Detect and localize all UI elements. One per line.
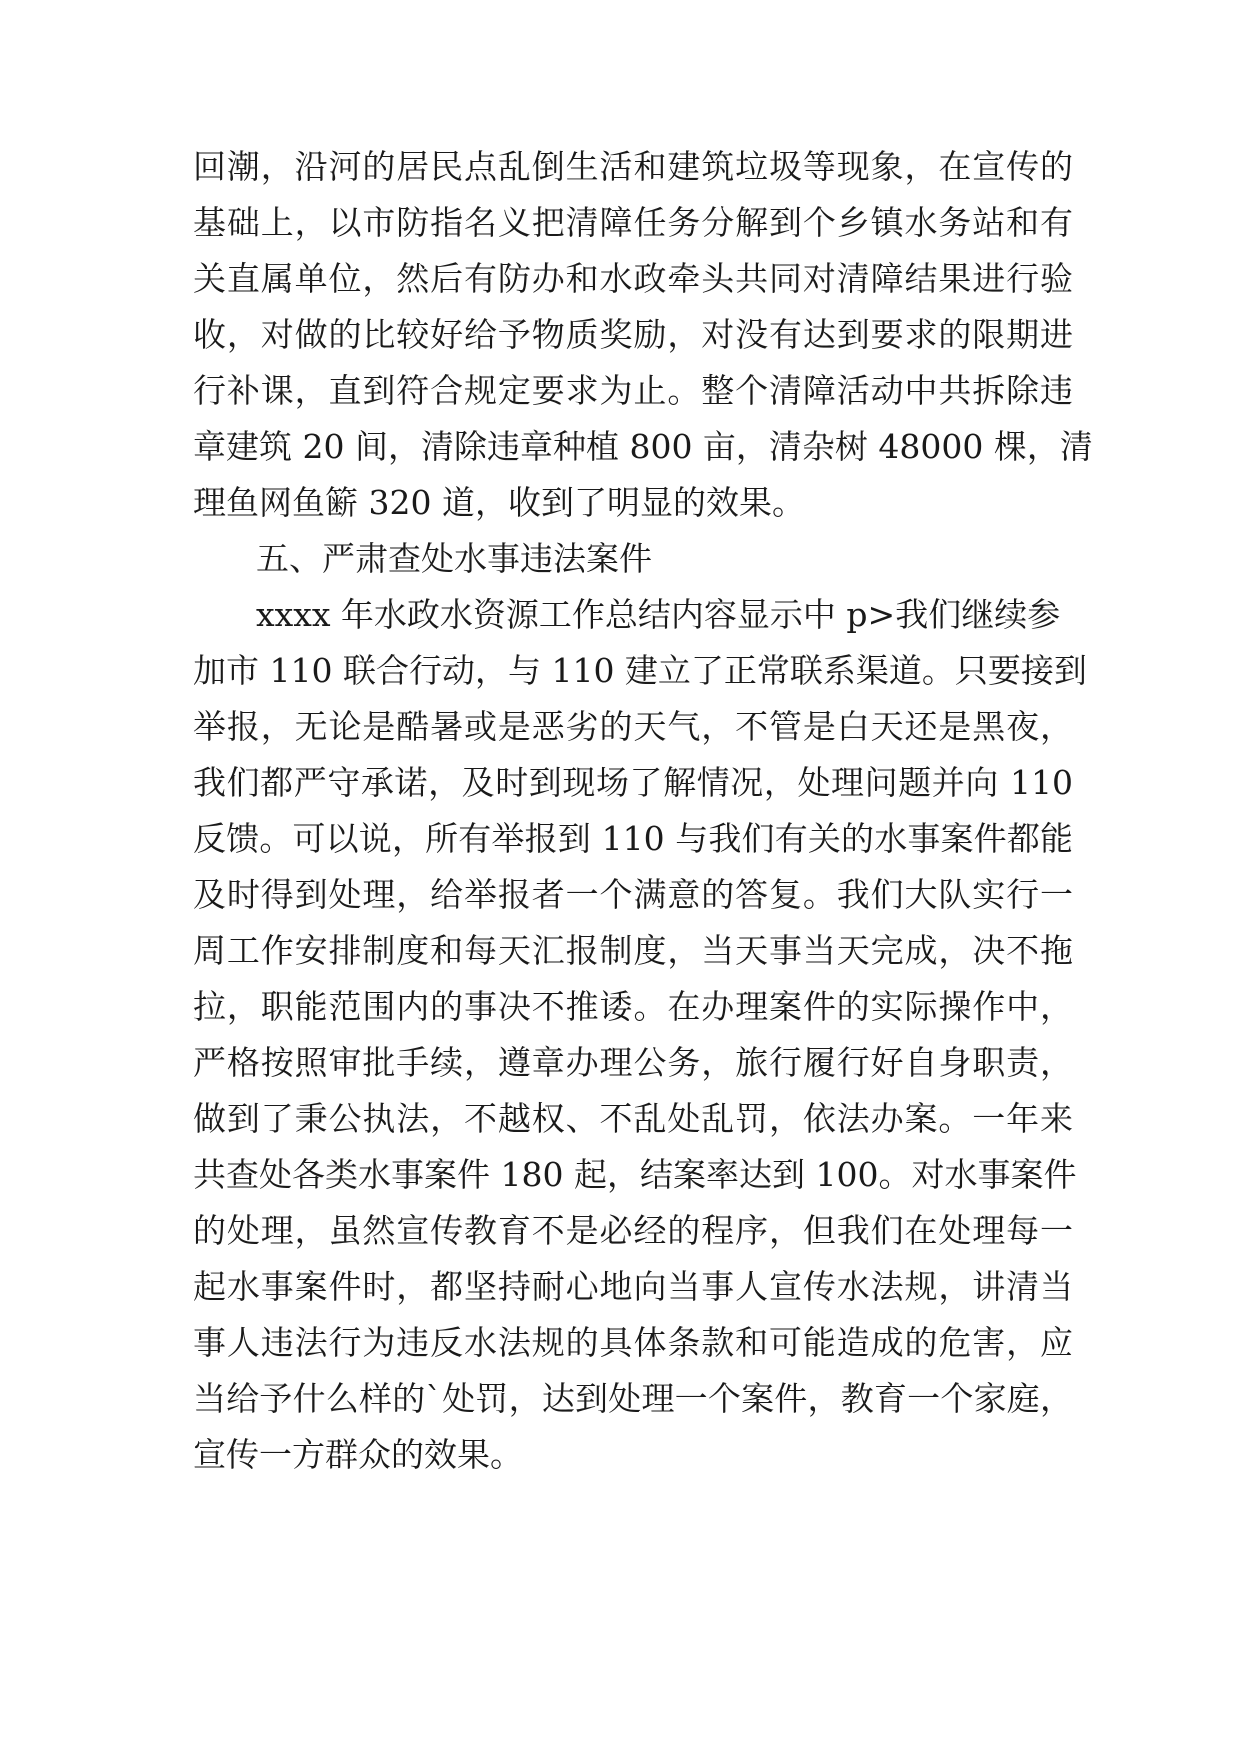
body-text-line: 行补课，直到符合规定要求为止。整个清障活动中共拆除违: [193, 371, 1073, 410]
body-text-line: 回潮，沿河的居民点乱倒生活和建筑垃圾等现象，在宣传的: [193, 147, 1073, 186]
body-text-line: 事人违法行为违反水法规的具体条款和可能造成的危害，应: [193, 1323, 1073, 1362]
body-text-line: 反馈。可以说，所有举报到 110 与我们有关的水事案件都能: [193, 819, 1073, 858]
body-text-line: 起水事案件时，都坚持耐心地向当事人宣传水法规，讲清当: [193, 1267, 1073, 1306]
body-text-line: 举报，无论是酷暑或是恶劣的天气，不管是白天还是黑夜，: [193, 707, 1073, 746]
body-text-line: 及时得到处理，给举报者一个满意的答复。我们大队实行一: [193, 875, 1073, 914]
body-text-line: 关直属单位，然后有防办和水政牵头共同对清障结果进行验: [193, 259, 1073, 298]
body-text-line: 收，对做的比较好给予物质奖励，对没有达到要求的限期进: [193, 315, 1073, 354]
body-text-line: 理鱼网鱼簖 320 道，收到了明显的效果。: [193, 483, 805, 522]
body-text-line: 章建筑 20 间，清除违章种植 800 亩，清杂树 48000 棵，清: [193, 427, 1093, 466]
body-text-line: 拉，职能范围内的事决不推诿。在办理案件的实际操作中，: [193, 987, 1073, 1026]
body-text-line: 的处理，虽然宣传教育不是必经的程序，但我们在处理每一: [193, 1211, 1073, 1250]
body-text-line: 周工作安排制度和每天汇报制度，当天事当天完成，决不拖: [193, 931, 1073, 970]
section-heading: 五、严肃查处水事违法案件: [256, 539, 652, 578]
body-text-line: 严格按照审批手续，遵章办理公务，旅行履行好自身职责，: [193, 1043, 1073, 1082]
body-text-line: 我们都严守承诺，及时到现场了解情况，处理问题并向 110: [193, 763, 1073, 802]
body-text-line: xxxx 年水政水资源工作总结内容显示中 p>我们继续参: [256, 595, 1061, 634]
body-text-line: 基础上，以市防指名义把清障任务分解到个乡镇水务站和有: [193, 203, 1073, 242]
body-text-line: 宣传一方群众的效果。: [193, 1435, 523, 1474]
body-text-line: 共查处各类水事案件 180 起，结案率达到 100。对水事案件: [193, 1155, 1077, 1194]
body-text-line: 加市 110 联合行动，与 110 建立了正常联系渠道。只要接到: [193, 651, 1087, 690]
body-text-line: 当给予什么样的`处罚，达到处理一个案件，教育一个家庭，: [193, 1379, 1073, 1418]
body-text-line: 做到了秉公执法，不越权、不乱处乱罚，依法办案。一年来: [193, 1099, 1073, 1138]
